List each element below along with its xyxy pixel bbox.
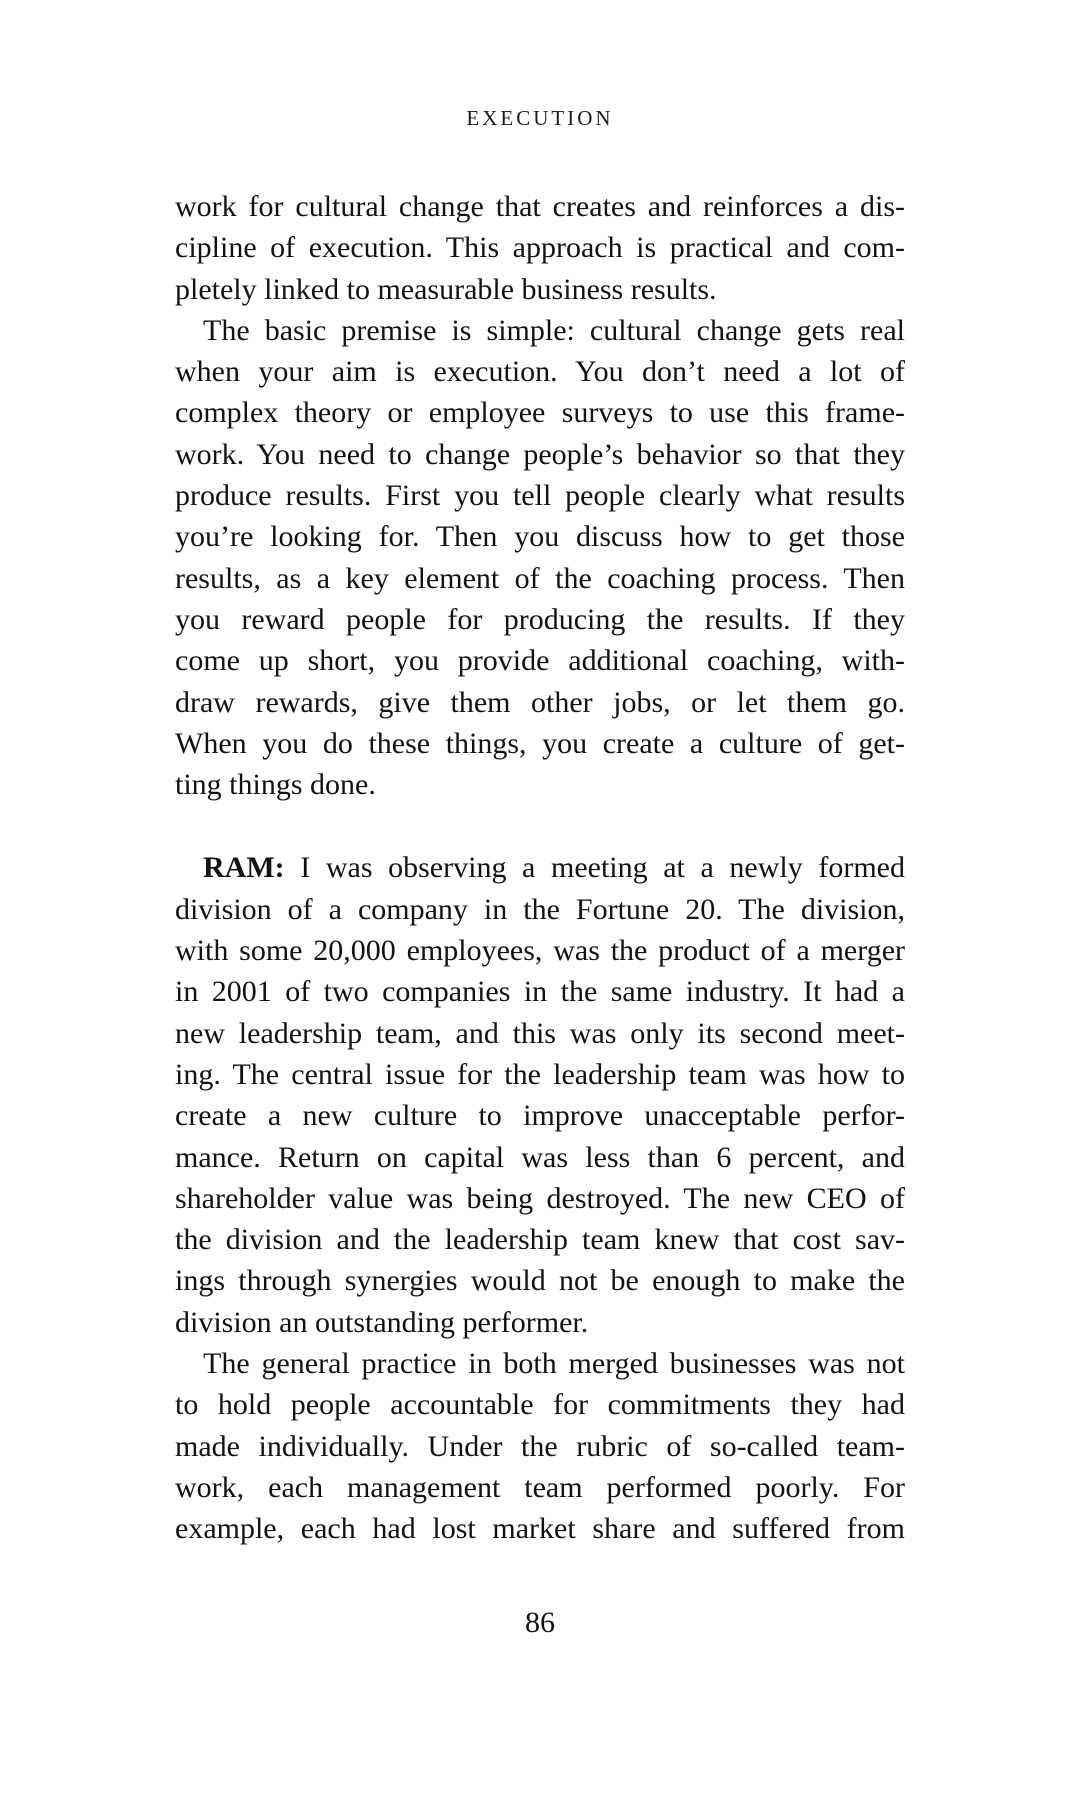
text-line: when your aim is execution. You don’t need a lot of [175,355,905,389]
text-line: with some 20,000 employees, was the product of a merger [175,934,905,968]
text-line: the division and the leadership team knew that cost sav- [175,1223,905,1257]
text-line: work, each management team performed poorly. For [175,1470,905,1504]
page-body-text [175,186,905,1550]
text-line: mance. Return on capital was less than 6 percent, and [175,1140,905,1174]
text-line: results, as a key element of the coaching process. Then [175,561,905,595]
text-line: The general practice in both merged businesses was not [203,1347,905,1381]
text-line: create a new culture to improve unacceptable perfor- [175,1099,905,1133]
text-line: ting things done. [175,768,376,802]
text-line: come up short, you provide additional coaching, with- [175,644,905,678]
text-line: in 2001 of two companies in the same industry. It had a [175,975,905,1009]
text-line: you’re looking for. Then you discuss how to get those [175,520,905,554]
text-line: work. You need to change people’s behavior so that they [175,437,905,471]
text-line: ing. The central issue for the leadership team was how to [175,1057,905,1091]
text-line: new leadership team, and this was only its second meet- [175,1016,905,1050]
text-line: When you do these things, you create a culture of get- [175,726,905,760]
text-line: division an outstanding performer. [175,1305,589,1339]
text-line: division of a company in the Fortune 20. The division, [175,892,905,926]
text-line: work for cultural change that creates and reinforces a dis- [175,190,905,223]
text-line: ings through synergies would not be enough to make the [175,1264,905,1298]
text-line: pletely linked to measurable business results. [175,272,717,306]
text-line: complex theory or employee surveys to use this frame- [175,396,905,430]
text-line: to hold people accountable for commitments they had [175,1388,905,1422]
running-header: EXECUTION [466,106,614,130]
text-line: The basic premise is simple: cultural change gets real [203,313,905,347]
text-line: example, each had lost market share and suffered from [175,1512,905,1546]
page-number: 86 [525,1606,555,1639]
text-line: produce results. First you tell people clearly what results [175,479,905,513]
text-line: shareholder value was being destroyed. The new CEO of [175,1181,905,1215]
speaker-label: RAM: [203,851,285,885]
text-line: you reward people for producing the results. If they [175,602,905,636]
text-line: made individually. Under the rubric of so-called team- [175,1429,905,1463]
text-line: cipline of execution. This approach is practical and com- [175,231,905,265]
text-line: RAM: I was observing a meeting at a newly formed [203,851,905,885]
text-line: draw rewards, give them other jobs, or let them go. [175,685,905,719]
